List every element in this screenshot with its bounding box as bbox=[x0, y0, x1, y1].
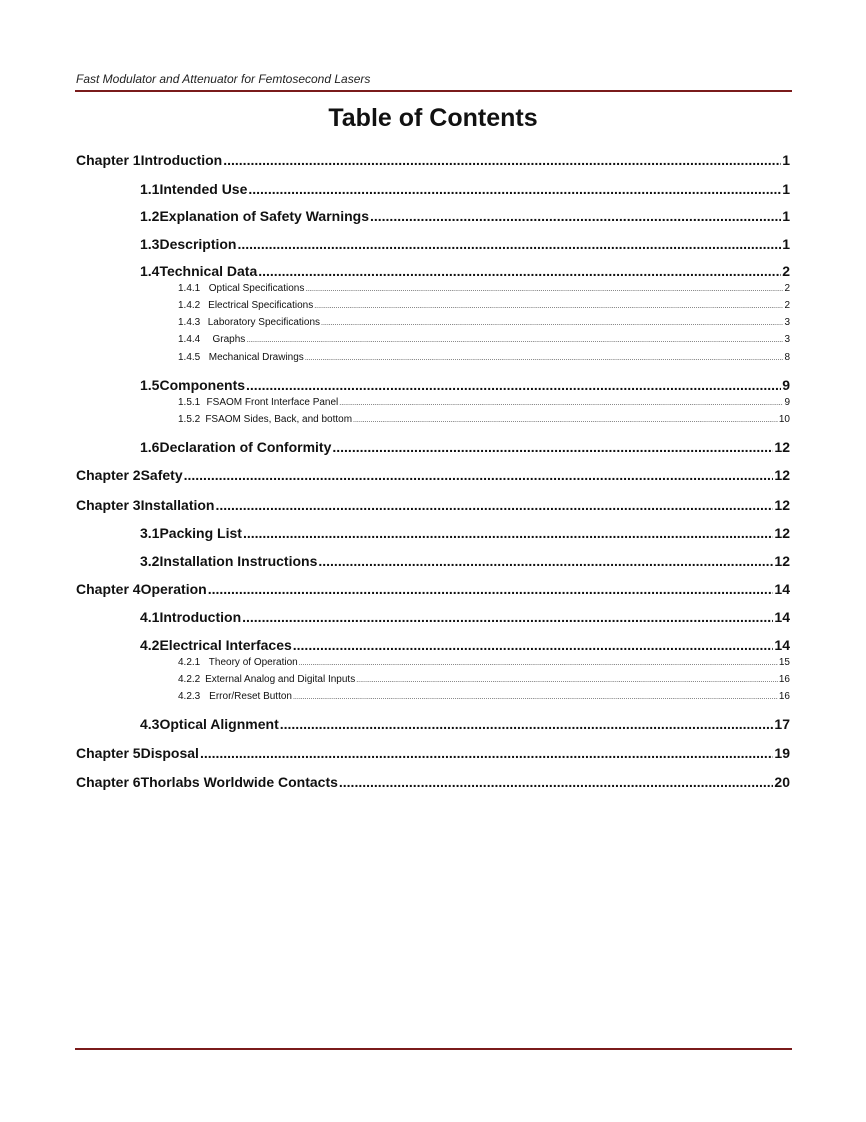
toc-entry-page: 16 bbox=[778, 691, 790, 702]
dot-leader bbox=[237, 236, 781, 252]
running-header: Fast Modulator and Attenuator for Femtosecond Lasers bbox=[76, 72, 371, 86]
toc-entry-label: 1.4.1 bbox=[178, 283, 201, 294]
dot-leader bbox=[184, 467, 774, 483]
toc-entry-chapter-5[interactable] bbox=[76, 745, 790, 761]
dot-leader bbox=[243, 525, 773, 541]
toc-entry-label: 3.2 bbox=[140, 553, 160, 569]
toc-entry-page: 12 bbox=[774, 497, 790, 513]
toc-entry-title: Explanation of Safety Warnings bbox=[159, 208, 369, 224]
dot-leader bbox=[353, 417, 778, 424]
toc-entry-title: FSAOM Sides, Back, and bottom bbox=[205, 414, 353, 425]
dot-leader bbox=[293, 694, 778, 701]
toc-entry-title: Theory of Operation bbox=[208, 657, 298, 668]
toc-entry-label: 4.2.3 bbox=[178, 691, 201, 702]
toc-entry-1-1[interactable] bbox=[140, 181, 790, 197]
toc-entry-page: 16 bbox=[778, 674, 790, 685]
dot-leader bbox=[318, 553, 773, 569]
toc-entry-chapter-4[interactable] bbox=[76, 581, 790, 597]
toc-entry-page: 10 bbox=[778, 414, 790, 425]
dot-leader bbox=[305, 286, 783, 293]
toc-entry-1-4-5[interactable] bbox=[178, 352, 790, 363]
toc-entry-title: Technical Data bbox=[159, 263, 258, 279]
toc-entry-page: 2 bbox=[784, 283, 790, 294]
toc-entry-title: Introduction bbox=[140, 152, 223, 168]
toc-entry-page: 3 bbox=[784, 317, 790, 328]
toc-entry-title: FSAOM Front Interface Panel bbox=[206, 397, 339, 408]
dot-leader bbox=[293, 637, 774, 653]
toc-entry-3-1[interactable] bbox=[140, 525, 790, 541]
toc-entry-title: Introduction bbox=[159, 609, 242, 625]
footer-rule bbox=[75, 1048, 792, 1050]
dot-leader bbox=[356, 677, 778, 684]
toc-entry-1-4-4[interactable] bbox=[178, 334, 790, 345]
dot-leader bbox=[370, 208, 781, 224]
toc-entry-title: Mechanical Drawings bbox=[208, 352, 304, 363]
toc-entry-title: Installation bbox=[140, 497, 215, 513]
toc-entry-title: Electrical Interfaces bbox=[159, 637, 292, 653]
dot-leader bbox=[246, 337, 783, 344]
toc-entry-title: Components bbox=[159, 377, 246, 393]
toc-entry-page: 19 bbox=[774, 745, 790, 761]
dot-leader bbox=[246, 377, 781, 393]
toc-entry-label: 4.3 bbox=[140, 716, 160, 732]
toc-entry-page: 12 bbox=[774, 467, 790, 483]
toc-entry-label: Chapter 4 bbox=[76, 581, 141, 597]
toc-entry-chapter-1[interactable] bbox=[76, 152, 790, 168]
toc-entry-page: 20 bbox=[774, 774, 790, 790]
toc-entry-page: 12 bbox=[774, 525, 790, 541]
toc-entry-title: Disposal bbox=[140, 745, 199, 761]
toc-entry-label: 1.6 bbox=[140, 439, 160, 455]
toc-entry-label: 1.5.1 bbox=[178, 397, 201, 408]
header-rule bbox=[75, 90, 792, 92]
toc-entry-4-2-3[interactable] bbox=[178, 691, 790, 702]
dot-leader bbox=[215, 497, 773, 513]
toc-entry-1-5-2[interactable] bbox=[178, 414, 790, 425]
toc-entry-title: External Analog and Digital Inputs bbox=[205, 674, 356, 685]
toc-entry-label: 3.1 bbox=[140, 525, 160, 541]
dot-leader bbox=[280, 716, 774, 732]
dot-leader bbox=[314, 303, 783, 310]
toc-entry-chapter-3[interactable] bbox=[76, 497, 790, 513]
toc-entry-label: 4.2.2 bbox=[178, 674, 201, 685]
toc-entry-title: Error/Reset Button bbox=[209, 691, 292, 702]
toc-entry-title: Laboratory Specifications bbox=[207, 317, 321, 328]
toc-entry-title: Optical Specifications bbox=[208, 283, 305, 294]
toc-entry-title: Operation bbox=[140, 581, 207, 597]
toc-entry-4-2[interactable] bbox=[140, 637, 790, 653]
toc-entry-label: Chapter 1 bbox=[76, 152, 141, 168]
toc-entry-label: Chapter 3 bbox=[76, 497, 141, 513]
dot-leader bbox=[321, 320, 783, 327]
dot-leader bbox=[339, 400, 783, 407]
toc-entry-1-4-2[interactable] bbox=[178, 300, 790, 311]
toc-entry-label: 4.2.1 bbox=[178, 657, 201, 668]
toc-entry-label: 1.5.2 bbox=[178, 414, 201, 425]
toc-entry-page: 1 bbox=[782, 152, 790, 168]
toc-entry-chapter-2[interactable] bbox=[76, 467, 790, 483]
toc-entry-1-4-3[interactable] bbox=[178, 317, 790, 328]
toc-entry-page: 3 bbox=[784, 334, 790, 345]
dot-leader bbox=[258, 263, 781, 279]
toc-entry-label: 4.2 bbox=[140, 637, 160, 653]
toc-entry-page: 14 bbox=[774, 609, 790, 625]
dot-leader bbox=[208, 581, 774, 597]
toc-entry-label: 1.3 bbox=[140, 236, 160, 252]
toc-entry-label: 1.4 bbox=[140, 263, 160, 279]
toc-entry-1-4[interactable] bbox=[140, 263, 790, 279]
toc-entry-title: Electrical Specifications bbox=[208, 300, 314, 311]
toc-entry-page: 1 bbox=[782, 236, 790, 252]
toc-entry-label: 1.4.3 bbox=[178, 317, 201, 328]
toc-entry-1-4-1[interactable] bbox=[178, 283, 790, 294]
toc-entry-1-6[interactable] bbox=[140, 439, 790, 455]
toc-entry-page: 2 bbox=[782, 263, 790, 279]
toc-entry-1-3[interactable] bbox=[140, 236, 790, 252]
toc-entry-chapter-6[interactable] bbox=[76, 774, 790, 790]
toc-entry-title: Declaration of Conformity bbox=[159, 439, 332, 455]
dot-leader bbox=[305, 355, 784, 362]
toc-entry-4-3[interactable] bbox=[140, 716, 790, 732]
toc-entry-label: 1.5 bbox=[140, 377, 160, 393]
toc-entry-label: Chapter 2 bbox=[76, 467, 141, 483]
toc-entry-page: 1 bbox=[782, 208, 790, 224]
toc-entry-label: 1.1 bbox=[140, 181, 160, 197]
toc-entry-page: 15 bbox=[778, 657, 790, 668]
toc-entry-4-1[interactable] bbox=[140, 609, 790, 625]
toc-entry-title: Thorlabs Worldwide Contacts bbox=[140, 774, 338, 790]
toc-entry-page: 12 bbox=[774, 439, 790, 455]
dot-leader bbox=[223, 152, 781, 168]
toc-entry-page: 14 bbox=[774, 581, 790, 597]
toc-entry-title: Description bbox=[159, 236, 237, 252]
toc-entry-label: 1.4.5 bbox=[178, 352, 201, 363]
toc-entry-label: 4.1 bbox=[140, 609, 160, 625]
toc-entry-label: 1.2 bbox=[140, 208, 160, 224]
toc-title: Table of Contents bbox=[328, 104, 538, 132]
toc-entry-1-5-1[interactable] bbox=[178, 397, 790, 408]
dot-leader bbox=[242, 609, 773, 625]
toc-entry-title: Installation Instructions bbox=[159, 553, 318, 569]
toc-entry-title: Graphs bbox=[212, 334, 246, 345]
toc-entry-title: Safety bbox=[140, 467, 183, 483]
dot-leader bbox=[339, 774, 774, 790]
toc-entry-4-2-1[interactable] bbox=[178, 657, 790, 668]
toc-entry-label: Chapter 5 bbox=[76, 745, 141, 761]
toc-entry-1-5[interactable] bbox=[140, 377, 790, 393]
toc-entry-page: 8 bbox=[784, 352, 790, 363]
toc-entry-page: 14 bbox=[774, 637, 790, 653]
toc-entry-label: Chapter 6 bbox=[76, 774, 141, 790]
toc-entry-label: 1.4.2 bbox=[178, 300, 201, 311]
toc-entry-page: 1 bbox=[782, 181, 790, 197]
toc-entry-page: 9 bbox=[782, 377, 790, 393]
toc-entry-label: 1.4.4 bbox=[178, 334, 201, 345]
toc-entry-page: 12 bbox=[774, 553, 790, 569]
dot-leader bbox=[299, 660, 778, 667]
toc-entry-page: 17 bbox=[774, 716, 790, 732]
dot-leader bbox=[248, 181, 781, 197]
toc-entry-1-2[interactable] bbox=[140, 208, 790, 224]
toc-entry-page: 9 bbox=[784, 397, 790, 408]
toc-entry-4-2-2[interactable] bbox=[178, 674, 790, 685]
dot-leader bbox=[332, 439, 773, 455]
dot-leader bbox=[200, 745, 773, 761]
toc-entry-title: Intended Use bbox=[159, 181, 248, 197]
toc-entry-title: Packing List bbox=[159, 525, 242, 541]
toc-entry-page: 2 bbox=[784, 300, 790, 311]
toc-entry-title: Optical Alignment bbox=[159, 716, 279, 732]
toc-entry-3-2[interactable] bbox=[140, 553, 790, 569]
